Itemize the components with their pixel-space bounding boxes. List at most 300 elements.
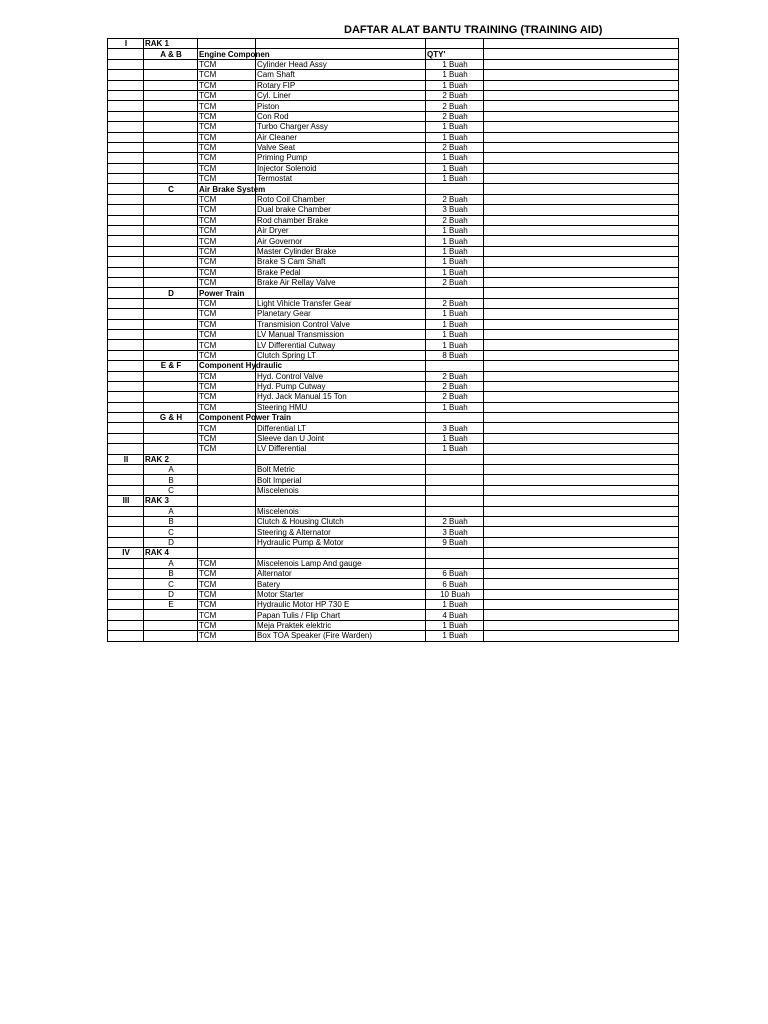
table-row [108,433,679,443]
table-row [108,537,679,547]
notes-cell [484,59,679,69]
category-cell [198,506,256,516]
table-row [108,444,679,454]
table-row [108,277,679,287]
item-name-cell: Brake Pedal [256,267,426,277]
item-name-cell: Box TOA Speaker (Fire Warden) [256,631,426,641]
category-cell: TCM [198,267,256,277]
item-name-cell [256,496,426,506]
category-cell: TCM [198,163,256,173]
notes-cell [484,620,679,630]
qty-cell [426,558,484,568]
notes-cell [484,111,679,121]
notes-cell [484,579,679,589]
section-cell [144,371,198,381]
qty-cell: 9 Buah [426,537,484,547]
qty-cell [426,39,484,49]
qty-cell: 1 Buah [426,122,484,132]
category-cell: TCM [198,298,256,308]
qty-cell: 1 Buah [426,246,484,256]
rak-number-cell [108,205,144,215]
rak-row [108,39,679,49]
table-row [108,174,679,184]
table-row [108,132,679,142]
section-cell: C [144,527,198,537]
rak-number-cell [108,226,144,236]
qty-cell: 1 Buah [426,59,484,69]
item-name-cell: Cylinder Head Assy [256,59,426,69]
rak-number-cell [108,246,144,256]
notes-cell [484,496,679,506]
category-cell [198,485,256,495]
item-name-cell: LV Differential Cutway [256,340,426,350]
notes-cell [484,454,679,464]
qty-cell [426,465,484,475]
notes-cell [484,215,679,225]
qty-cell: 1 Buah [426,620,484,630]
rak-number-cell [108,163,144,173]
rak-number-cell: II [108,454,144,464]
category-cell: TCM [198,215,256,225]
rak-number-cell [108,371,144,381]
item-name-cell: Priming Pump [256,153,426,163]
section-cell [144,340,198,350]
category-cell: TCM [198,402,256,412]
section-cell [144,298,198,308]
notes-cell [484,70,679,80]
notes-cell [484,319,679,329]
notes-cell [484,122,679,132]
item-name-cell [256,454,426,464]
section-cell [144,111,198,121]
notes-cell [484,39,679,49]
section-cell [144,215,198,225]
category-cell: TCM [198,257,256,267]
table-row [108,423,679,433]
qty-cell [426,288,484,298]
category-cell: TCM [198,600,256,610]
rak-number-cell [108,122,144,132]
section-cell [144,620,198,630]
section-cell [144,610,198,620]
category-cell [198,527,256,537]
section-cell: C [144,485,198,495]
table-row [108,350,679,360]
section-cell [144,329,198,339]
section-cell [144,267,198,277]
table-row [108,392,679,402]
category-cell: TCM [198,589,256,599]
notes-cell [484,49,679,59]
category-cell: TCM [198,153,256,163]
qty-cell: 2 Buah [426,298,484,308]
rak-number-cell [108,527,144,537]
qty-cell: QTY' [426,49,484,59]
category-cell: TCM [198,610,256,620]
item-name-cell: Clutch Spring LT [256,350,426,360]
table-row [108,371,679,381]
rak-number-cell [108,80,144,90]
notes-cell [484,558,679,568]
qty-cell: 2 Buah [426,277,484,287]
category-cell: TCM [198,433,256,443]
notes-cell [484,288,679,298]
notes-cell [484,392,679,402]
category-cell: TCM [198,319,256,329]
section-cell: A [144,506,198,516]
item-name-cell: Planetary Gear [256,309,426,319]
notes-cell [484,340,679,350]
category-cell: Component Power Train [199,413,292,423]
notes-cell [484,257,679,267]
section-cell: E [144,600,198,610]
notes-cell [484,90,679,100]
table-row [108,163,679,173]
category-cell [198,548,256,558]
group-row [108,361,679,371]
category-cell: TCM [198,70,256,80]
rak-number-cell [108,423,144,433]
rak-number-cell [108,236,144,246]
notes-cell [484,600,679,610]
rak-number-cell [108,184,144,194]
table-row [108,80,679,90]
notes-cell [484,506,679,516]
item-name-cell: Master Cylinder Brake [256,246,426,256]
item-name-cell: Transmision Control Valve [256,319,426,329]
rak-row [108,548,679,558]
category-cell [198,465,256,475]
item-name-cell: Cyl. Liner [256,90,426,100]
rak-number-cell [108,568,144,578]
section-cell: G & H [144,413,198,423]
qty-cell [426,475,484,485]
category-cell: TCM [198,90,256,100]
section-cell [144,122,198,132]
notes-cell [484,205,679,215]
qty-cell: 6 Buah [426,579,484,589]
table-row [108,101,679,111]
notes-cell [484,309,679,319]
section-cell: C [144,184,198,194]
rak-number-cell [108,361,144,371]
qty-cell: 2 Buah [426,90,484,100]
item-name-cell: Steering HMU [256,402,426,412]
qty-cell: 1 Buah [426,132,484,142]
section-cell: D [144,537,198,547]
category-cell: TCM [198,194,256,204]
qty-cell [426,485,484,495]
qty-cell: 8 Buah [426,350,484,360]
notes-cell [484,329,679,339]
item-name-cell [256,49,426,59]
section-cell [144,90,198,100]
notes-cell [484,548,679,558]
item-name-cell: LV Differential [256,444,426,454]
item-name-cell [256,184,426,194]
rak-number-cell [108,475,144,485]
qty-cell [426,496,484,506]
item-name-cell: Bolt Metric [256,465,426,475]
qty-cell: 1 Buah [426,163,484,173]
item-name-cell: Sleeve dan U Joint [256,433,426,443]
section-cell: RAK 3 [144,496,198,506]
rak-number-cell [108,413,144,423]
table-row [108,246,679,256]
item-name-cell: Con Rod [256,111,426,121]
section-cell: B [144,568,198,578]
category-cell: TCM [198,444,256,454]
rak-number-cell [108,132,144,142]
rak-number-cell [108,257,144,267]
notes-cell [484,174,679,184]
item-name-cell: Air Dryer [256,226,426,236]
item-name-cell: Rotary FIP [256,80,426,90]
category-cell: TCM [198,226,256,236]
table-row [108,475,679,485]
table-row [108,631,679,641]
table-row [108,257,679,267]
item-name-cell: Batery [256,579,426,589]
category-cell: TCM [198,631,256,641]
category-cell: TCM [198,423,256,433]
notes-cell [484,101,679,111]
notes-cell [484,381,679,391]
rak-number-cell [108,589,144,599]
category-cell: TCM [198,558,256,568]
category-cell: Component Hydraulic [199,361,283,371]
section-cell: A [144,465,198,475]
section-cell [144,59,198,69]
rak-number-cell [108,537,144,547]
section-cell [144,257,198,267]
rak-number-cell [108,600,144,610]
notes-cell [484,610,679,620]
item-name-cell: Miscelenois Lamp And gauge [256,558,426,568]
notes-cell [484,516,679,526]
table-row [108,194,679,204]
qty-cell: 3 Buah [426,527,484,537]
section-cell [144,70,198,80]
rak-number-cell [108,70,144,80]
section-cell [144,236,198,246]
category-cell: TCM [198,579,256,589]
qty-cell: 2 Buah [426,215,484,225]
qty-cell: 1 Buah [426,631,484,641]
rak-number-cell [108,153,144,163]
category-cell: TCM [198,174,256,184]
rak-number-cell: III [108,496,144,506]
table-row [108,267,679,277]
table-row [108,298,679,308]
qty-cell: 1 Buah [426,226,484,236]
category-cell: TCM [198,277,256,287]
item-name-cell: Differential LT [256,423,426,433]
notes-cell [484,485,679,495]
qty-cell: 1 Buah [426,236,484,246]
rak-number-cell [108,59,144,69]
notes-cell [484,194,679,204]
rak-number-cell [108,174,144,184]
category-cell: TCM [198,392,256,402]
rak-number-cell [108,142,144,152]
category-cell [198,537,256,547]
category-cell: TCM [198,329,256,339]
group-row [108,49,679,59]
category-cell: TCM [198,568,256,578]
category-cell [198,475,256,485]
notes-cell [484,631,679,641]
category-cell: TCM [198,371,256,381]
qty-cell: 2 Buah [426,516,484,526]
category-cell: TCM [198,132,256,142]
section-cell [144,142,198,152]
rak-number-cell [108,631,144,641]
item-name-cell: Light Vihicle Transfer Gear [256,298,426,308]
qty-cell [426,506,484,516]
section-cell [144,309,198,319]
rak-number-cell [108,444,144,454]
table-row [108,122,679,132]
item-name-cell: Brake S Cam Shaft [256,257,426,267]
table-row [108,70,679,80]
section-cell: RAK 1 [144,39,198,49]
rak-number-cell [108,381,144,391]
section-cell [144,350,198,360]
section-cell [144,631,198,641]
notes-cell [484,80,679,90]
item-name-cell: Rod chamber Brake [256,215,426,225]
item-name-cell: Alternator [256,568,426,578]
qty-cell: 1 Buah [426,174,484,184]
rak-number-cell [108,309,144,319]
notes-cell [484,371,679,381]
group-row [108,184,679,194]
notes-cell [484,350,679,360]
notes-cell [484,433,679,443]
qty-cell: 4 Buah [426,610,484,620]
qty-cell: 2 Buah [426,142,484,152]
section-cell [144,444,198,454]
qty-cell: 2 Buah [426,392,484,402]
qty-cell: 1 Buah [426,329,484,339]
table-row [108,579,679,589]
table-row [108,568,679,578]
item-name-cell: Valve Seat [256,142,426,152]
notes-cell [484,246,679,256]
qty-cell: 1 Buah [426,600,484,610]
table-row [108,558,679,568]
qty-cell: 2 Buah [426,194,484,204]
rak-number-cell [108,579,144,589]
category-cell: TCM [198,122,256,132]
rak-number-cell [108,267,144,277]
table-row [108,226,679,236]
category-cell [198,39,256,49]
section-cell [144,226,198,236]
qty-cell: 1 Buah [426,309,484,319]
item-name-cell: Termostat [256,174,426,184]
category-cell: TCM [198,205,256,215]
rak-number-cell [108,90,144,100]
section-cell: RAK 4 [144,548,198,558]
notes-cell [484,142,679,152]
rak-number-cell [108,111,144,121]
rak-number-cell [108,465,144,475]
rak-number-cell [108,558,144,568]
item-name-cell: Air Governor [256,236,426,246]
rak-number-cell [108,319,144,329]
table-row [108,465,679,475]
qty-cell: 3 Buah [426,205,484,215]
category-cell: TCM [198,350,256,360]
qty-cell: 2 Buah [426,371,484,381]
section-cell [144,205,198,215]
item-name-cell: Miscelenois [256,506,426,516]
notes-cell [484,444,679,454]
qty-cell [426,184,484,194]
rak-number-cell [108,329,144,339]
section-cell [144,423,198,433]
section-cell: D [144,288,198,298]
category-cell: TCM [198,340,256,350]
notes-cell [484,163,679,173]
table-row [108,153,679,163]
item-name-cell: Piston [256,101,426,111]
notes-cell [484,298,679,308]
category-cell: TCM [198,101,256,111]
item-name-cell: Brake Air Rellay Valve [256,277,426,287]
training-aid-table [107,38,679,642]
category-cell: Air Brake System [199,184,266,194]
section-cell [144,319,198,329]
qty-cell: 6 Buah [426,568,484,578]
category-cell: TCM [198,80,256,90]
rak-number-cell [108,340,144,350]
rak-number-cell [108,506,144,516]
table-row [108,527,679,537]
section-cell [144,381,198,391]
category-cell [198,516,256,526]
item-name-cell: Hydraulic Pump & Motor [256,537,426,547]
qty-cell: 1 Buah [426,153,484,163]
qty-cell: 1 Buah [426,444,484,454]
category-cell: TCM [198,381,256,391]
rak-number-cell [108,433,144,443]
category-cell [198,496,256,506]
qty-cell: 10 Buah [426,589,484,599]
section-cell: A [144,558,198,568]
category-cell: TCM [198,246,256,256]
notes-cell [484,361,679,371]
rak-row [108,454,679,464]
table-row [108,59,679,69]
item-name-cell [256,548,426,558]
section-cell: B [144,516,198,526]
item-name-cell [256,288,426,298]
rak-number-cell: IV [108,548,144,558]
qty-cell: 3 Buah [426,423,484,433]
category-cell: TCM [198,59,256,69]
qty-cell: 2 Buah [426,111,484,121]
rak-number-cell: I [108,39,144,49]
category-cell: TCM [198,236,256,246]
category-cell: TCM [198,111,256,121]
table-row [108,485,679,495]
notes-cell [484,132,679,142]
item-name-cell: Clutch & Housing Clutch [256,516,426,526]
notes-cell [484,423,679,433]
